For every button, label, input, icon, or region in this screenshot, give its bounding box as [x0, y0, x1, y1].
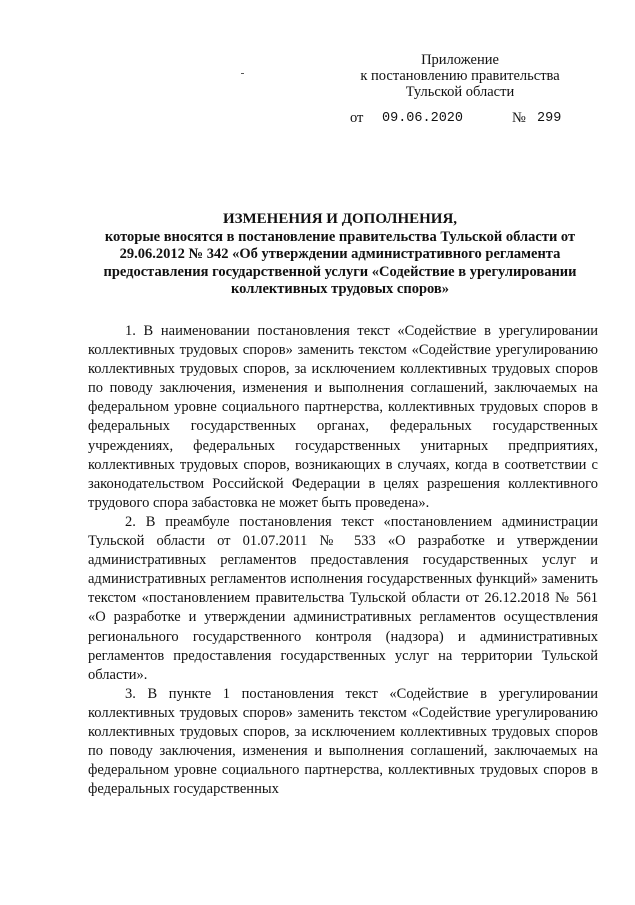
document-date: 09.06.2020	[382, 111, 464, 126]
document-heading	[80, 211, 600, 299]
number-label: №	[512, 110, 526, 126]
appendix-line-3: Тульской области	[405, 84, 515, 100]
paragraph-1: 1. В наименовании постановления текст «Содействие в урегулировании коллективных трудовых споров» заменить текстом «Содействие урегулированию коллективных трудовых споров, за исключением коллективных трудовых споров по поводу заключения, изменения и выполнения соглашений, заключаемых на федеральном уровне социального партнерства, коллективных трудовых споров в федеральных государственных органах, федеральных государственных учреждениях, федеральных государственных унитарных предприятиях, коллективных трудовых споров, возникающих в случаях, когда в соответствии с законодательством Российской Федерации в целях разрешения коллективного трудового спора забастовка не может быть проведена».	[88, 323, 598, 511]
document-body	[88, 322, 598, 799]
paragraph-2: 2. В преамбуле постановления текст «постановлением администрации Тульской области от 01.07.2011 № 533 «О разработке и утверждении административных регламентов предоставления государственных услуг и административных регламентов исполнения государственных функций» заменить текстом «постановлением правительства Тульской области от 26.12.2018 № 561 «О разработке и утверждении административных регламентов осуществления регионального государственного контроля (надзора) и административных регламентов предоставления государственных услуг на территории Тульской области».	[88, 513, 598, 683]
paragraph-3: 3. В пункте 1 постановления текст «Содействие в урегулировании коллективных трудовых споров» заменить текстом «Содействие урегулированию коллективных трудовых споров, за исключением коллективных трудовых споров по поводу заключения, изменения и выполнения соглашений, заключаемых на федеральном уровне социального партнерства, коллективных трудовых споров в федеральных государственных	[88, 685, 598, 798]
from-label: от	[350, 110, 364, 126]
heading-subtitle: которые вносятся в постановление правительства Тульской области от 29.06.2012 № 342 «Об утверждении административного регламента предоставления государственной услуги «Содействие в урегулировании коллективных трудовых споров»	[103, 228, 577, 297]
appendix-line-2: к постановлению правительства	[360, 68, 560, 84]
appendix-line-1: Приложение	[421, 52, 499, 68]
document-number: 299	[537, 111, 562, 126]
scan-speck	[241, 73, 244, 74]
heading-title: ИЗМЕНЕНИЯ И ДОПОЛНЕНИЯ,	[222, 211, 458, 227]
appendix-block	[330, 52, 590, 100]
